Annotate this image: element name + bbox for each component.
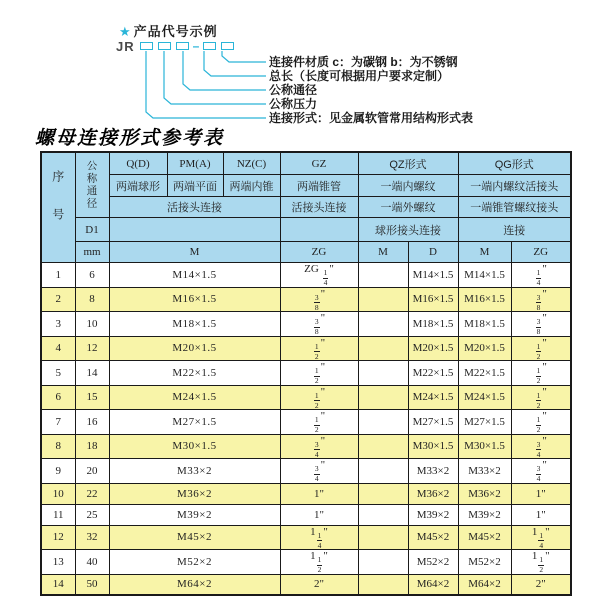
cell-thread-m: M36×2 [109,483,280,504]
cell-serial: 5 [41,361,75,386]
cell-mm: 22 [75,483,109,504]
cell-gz: $\frac{1}{2}$ " [280,336,358,361]
cell-qg-m: M20×1.5 [458,336,511,361]
header-nz-desc: 两端内锥 [223,175,280,197]
cell-thread-m: M39×2 [109,504,280,525]
cell-gz: $\frac{3}{8}$ " [280,287,358,312]
cell-mm: 20 [75,459,109,484]
cell-qz-d: M64×2 [408,574,458,595]
table-row [41,361,571,386]
cell-qz-d: M16×1.5 [408,287,458,312]
cell-qg-m: M36×2 [458,483,511,504]
cell-mm: 50 [75,574,109,595]
cell-gz: 1 $\frac{1}{4}$ " [280,525,358,550]
cell-qg-m: M22×1.5 [458,361,511,386]
cell-serial: 9 [41,459,75,484]
header-qg-desc2: 一端锥管螺纹接头 [458,197,571,218]
cell-thread-m: M45×2 [109,525,280,550]
cell-qg-zg: $\frac{1}{2}$ " [511,385,571,410]
cell-qg-zg: 1" [511,483,571,504]
cell-gz: 1" [280,504,358,525]
header-col-gz: GZ [280,152,358,175]
cell-qz-m [358,361,408,386]
cell-qg-zg: $\frac{3}{8}$ " [511,312,571,337]
header-qz-d: D [408,242,458,263]
cell-mm: 8 [75,287,109,312]
cell-thread-m: M64×2 [109,574,280,595]
cell-mm: 32 [75,525,109,550]
cell-qz-m [358,574,408,595]
table-row [41,504,571,525]
cell-qz-m [358,385,408,410]
cell-qz-m [358,504,408,525]
header-qg-m: M [458,242,511,263]
cell-qz-d: M14×1.5 [408,263,458,288]
cell-qz-d: M20×1.5 [408,336,458,361]
cell-qg-zg: $\frac{1}{2}$ " [511,410,571,435]
code-dash: – [192,39,200,53]
header-pm-desc: 两端平面 [167,175,223,197]
cell-qz-d: M33×2 [408,459,458,484]
header-qz-desc2: 一端外螺纹 [358,197,458,218]
header-qg-conn: 连接 [458,218,571,242]
cell-gz: $\frac{3}{8}$ " [280,312,358,337]
cell-qz-d: M27×1.5 [408,410,458,435]
cell-mm: 6 [75,263,109,288]
cell-qz-m [358,336,408,361]
cell-serial: 4 [41,336,75,361]
header-qz-conn: 球形接头连接 [358,218,458,242]
cell-thread-m: M18×1.5 [109,312,280,337]
cell-gz: $\frac{1}{2}$ " [280,361,358,386]
cell-qg-zg: 2" [511,574,571,595]
cell-qz-m [358,483,408,504]
table-body [41,263,571,596]
table-row [41,574,571,595]
cell-qg-m: M16×1.5 [458,287,511,312]
cell-qg-m: M18×1.5 [458,312,511,337]
header-col-pm: PM(A) [167,152,223,175]
cell-qg-zg: 1 $\frac{1}{2}$ " [511,550,571,575]
cell-qz-m [358,525,408,550]
header-gz-desc: 两端锥管 [280,175,358,197]
cell-serial: 7 [41,410,75,435]
header-empty-gz [280,218,358,242]
table-row [41,312,571,337]
star-icon: ★ [119,24,132,39]
cell-gz: $\frac{1}{2}$ " [280,385,358,410]
cell-mm: 25 [75,504,109,525]
header-col-nz: NZ(C) [223,152,280,175]
header-diameter: 公称通径 [75,152,109,218]
cell-qg-zg: $\frac{1}{4}$ " [511,263,571,288]
cell-serial: 13 [41,550,75,575]
table-row [41,336,571,361]
cell-qz-m [358,410,408,435]
cell-serial: 10 [41,483,75,504]
cell-serial: 11 [41,504,75,525]
cell-serial: 1 [41,263,75,288]
cell-qg-zg: 1" [511,504,571,525]
cell-qg-m: M33×2 [458,459,511,484]
cell-qz-d: M22×1.5 [408,361,458,386]
table-row [41,410,571,435]
label-connection-form: 连接形式：见金属软管常用结构形式表 [269,111,474,125]
cell-qz-m [358,263,408,288]
header-q-desc: 两端球形 [109,175,167,197]
cell-thread-m: M22×1.5 [109,361,280,386]
cell-qg-zg: 1 $\frac{1}{4}$ " [511,525,571,550]
header-serial: 序号 [41,152,75,263]
cell-qg-m: M45×2 [458,525,511,550]
cell-thread-m: M16×1.5 [109,287,280,312]
cell-gz: 2" [280,574,358,595]
cell-qg-zg: $\frac{3}{4}$ " [511,434,571,459]
header-qz-m: M [358,242,408,263]
cell-qg-m: M30×1.5 [458,434,511,459]
cell-mm: 12 [75,336,109,361]
cell-qz-d: M30×1.5 [408,434,458,459]
cell-gz: 1 $\frac{1}{2}$ " [280,550,358,575]
table-row [41,550,571,575]
cell-thread-m: M52×2 [109,550,280,575]
table-row [41,385,571,410]
cell-mm: 18 [75,434,109,459]
header-empty-qpmnz [109,218,280,242]
cell-qg-zg: $\frac{1}{2}$ " [511,361,571,386]
cell-thread-m: M24×1.5 [109,385,280,410]
label-nominal-pressure: 公称压力 [269,97,318,111]
header-col-qg: QG形式 [458,152,571,175]
table-row [41,483,571,504]
header-col-q: Q(D) [109,152,167,175]
cell-gz: $\frac{1}{2}$ " [280,410,358,435]
label-nominal-diameter: 公称通径 [269,83,318,97]
cell-qz-m [358,287,408,312]
cell-qz-m [358,550,408,575]
cell-serial: 12 [41,525,75,550]
cell-mm: 40 [75,550,109,575]
header-m: M [109,242,280,263]
cell-qg-zg: $\frac{3}{8}$ " [511,287,571,312]
cell-serial: 6 [41,385,75,410]
cell-qz-m [358,459,408,484]
header-gz-union: 活接头连接 [280,197,358,218]
cell-qz-d: M39×2 [408,504,458,525]
header-mm: mm [75,242,109,263]
table-row [41,525,571,550]
cell-thread-m: M20×1.5 [109,336,280,361]
cell-thread-m: M14×1.5 [109,263,280,288]
cell-qg-m: M24×1.5 [458,385,511,410]
cell-qz-d: M45×2 [408,525,458,550]
header-union-span: 活接头连接 [109,197,280,218]
cell-qg-m: M52×2 [458,550,511,575]
header-zg: ZG [280,242,358,263]
header-qg-desc1: 一端内螺纹活接头 [458,175,571,197]
cell-mm: 15 [75,385,109,410]
cell-gz: $\frac{3}{4}$ " [280,459,358,484]
cell-qg-m: M14×1.5 [458,263,511,288]
cell-qg-zg: $\frac{3}{4}$ " [511,459,571,484]
cell-qg-m: M64×2 [458,574,511,595]
cell-gz: $\frac{3}{4}$ " [280,434,358,459]
cell-mm: 16 [75,410,109,435]
table-row [41,287,571,312]
cell-qz-d: M52×2 [408,550,458,575]
cell-qg-m: M27×1.5 [458,410,511,435]
cell-serial: 8 [41,434,75,459]
cell-serial: 3 [41,312,75,337]
header-d1: D1 [75,218,109,242]
cell-qg-m: M39×2 [458,504,511,525]
cell-qz-d: M36×2 [408,483,458,504]
diagram-title-text: 产品代号示例 [133,24,218,39]
cell-serial: 2 [41,287,75,312]
product-code-prefix: JR [116,38,135,54]
cell-gz: 1" [280,483,358,504]
cell-qz-d: M24×1.5 [408,385,458,410]
header-qg-zg: ZG [511,242,571,263]
nut-connection-table [40,151,572,596]
header-col-qz: QZ形式 [358,152,458,175]
cell-qz-m [358,434,408,459]
label-total-length: 总长（长度可根据用户要求定制） [269,69,450,83]
header-qz-desc1: 一端内螺纹 [358,175,458,197]
cell-qg-zg: $\frac{1}{2}$ " [511,336,571,361]
table-row [41,434,571,459]
cell-thread-m: M27×1.5 [109,410,280,435]
cell-qz-d: M18×1.5 [408,312,458,337]
cell-thread-m: M30×1.5 [109,434,280,459]
cell-gz: ZG $\frac{1}{4}$ " [280,263,358,288]
label-material: 连接件材质 c：为碳钢 b：为不锈钢 [269,55,458,69]
table-row [41,459,571,484]
table-row [41,263,571,288]
table-title: 螺母连接形式参考表 [35,128,225,149]
cell-mm: 14 [75,361,109,386]
cell-serial: 14 [41,574,75,595]
cell-mm: 10 [75,312,109,337]
cell-qz-m [358,312,408,337]
cell-thread-m: M33×2 [109,459,280,484]
